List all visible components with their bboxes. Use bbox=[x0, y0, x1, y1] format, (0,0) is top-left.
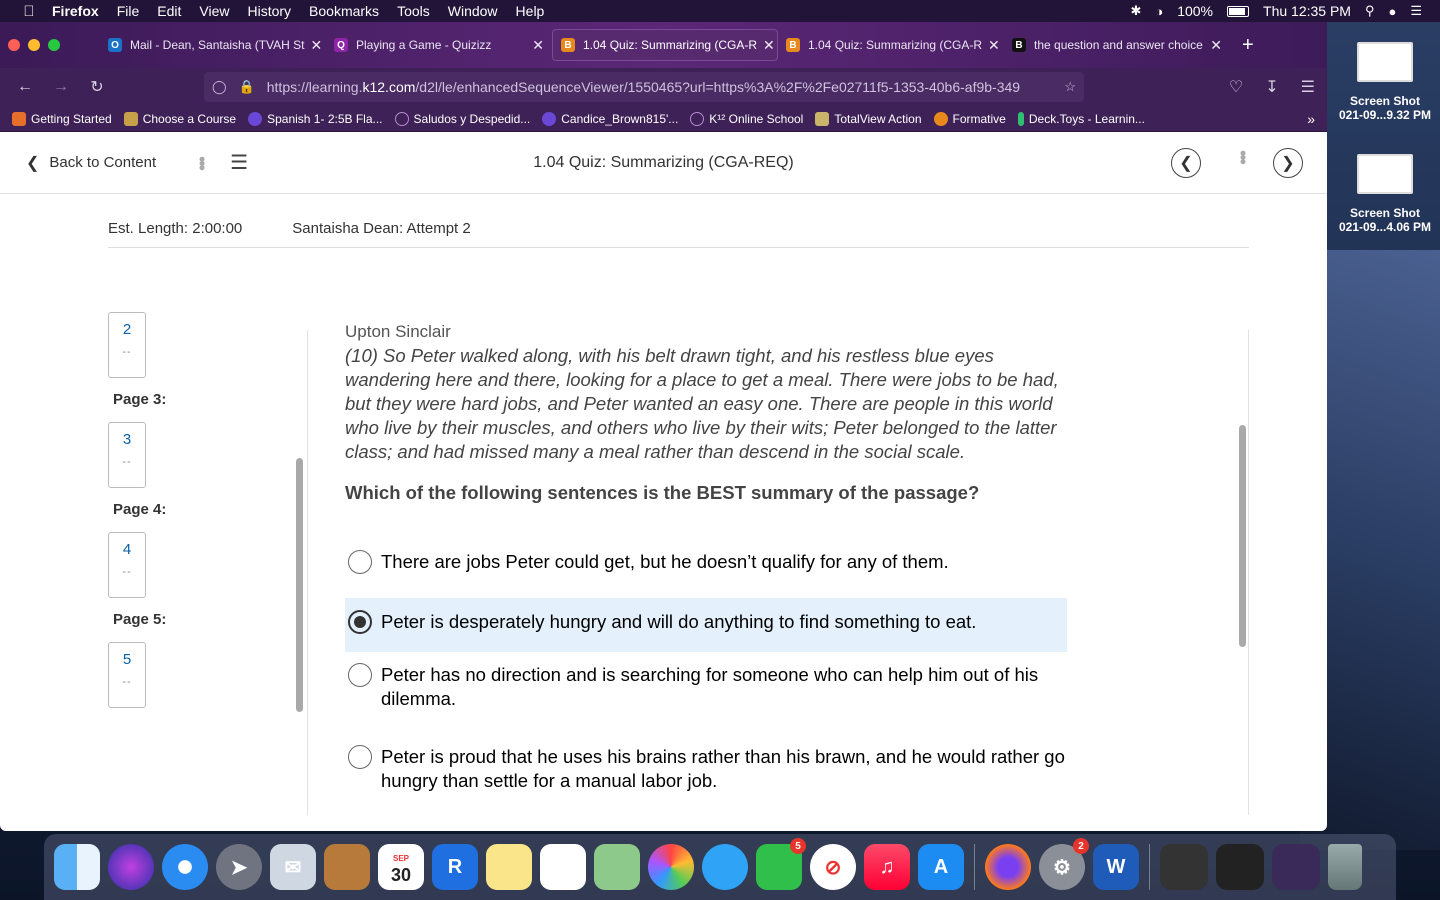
question-navigator bbox=[108, 321, 308, 712]
bookmark-decktoys[interactable]: Deck.Toys - Learnin... bbox=[1018, 112, 1145, 126]
app-menu-icon[interactable]: ☰ bbox=[1300, 79, 1315, 96]
formative-icon bbox=[934, 112, 948, 126]
tab-mail[interactable] bbox=[100, 29, 326, 61]
url-text: https://learning.k12.com/d2l/le/enhancedSequenceViewer/1550465?url=https%3A%2F%2Fe02711f5-1353-40b6-af9b-349 bbox=[266, 79, 1021, 95]
calendar-icon[interactable]: SEP 30 bbox=[378, 844, 424, 890]
minimize-window-button[interactable] bbox=[28, 39, 40, 51]
notification-badge: 2 bbox=[1073, 838, 1089, 854]
menu-bookmarks[interactable]: Bookmarks bbox=[309, 3, 380, 19]
battery-percent: 100% bbox=[1177, 3, 1214, 19]
chevron-left-icon: ❮ bbox=[26, 154, 40, 172]
window-controls bbox=[8, 39, 60, 51]
vertical-dots-divider: ••• bbox=[1233, 150, 1253, 163]
question-4-link[interactable]: 4 -- bbox=[108, 532, 146, 598]
chevron-more-icon[interactable]: » bbox=[1307, 110, 1315, 127]
forward-arrow-icon[interactable]: → bbox=[53, 78, 69, 95]
answer-option-2[interactable] bbox=[345, 598, 1067, 652]
screenshot-thumbnail bbox=[1357, 154, 1413, 194]
bookmark-formative[interactable]: Formative bbox=[934, 112, 1006, 126]
dock-separator bbox=[974, 844, 975, 890]
tab-brainly[interactable] bbox=[1004, 29, 1230, 61]
pocket-icon[interactable]: ♡ bbox=[1228, 79, 1244, 96]
screenshot-thumbnail bbox=[1357, 42, 1413, 82]
wifi-icon[interactable]: ◑ bbox=[1155, 3, 1164, 19]
answer-option-1[interactable] bbox=[345, 550, 1067, 578]
trash-icon[interactable] bbox=[1328, 844, 1362, 890]
menu-edit[interactable]: Edit bbox=[157, 3, 182, 19]
passage-text: (10) So Peter walked along, with his belt drawn tight, and his restless blue eyes wandering here and there, looking for a place to get a meal. There were jobs to be had, but they were hard jobs, and Peter wanted an easy one. There are people in this world who live by their muscles, and others who live by their wits; Peter belonged to the latter class; and had missed many a meal rather than descend in the social scale. bbox=[345, 345, 1059, 462]
answer-option-3[interactable] bbox=[345, 663, 1067, 711]
close-tab-icon[interactable]: ✕ bbox=[1210, 36, 1222, 53]
close-tab-icon[interactable]: ✕ bbox=[310, 36, 323, 53]
recent-screenshot-icon[interactable] bbox=[1160, 844, 1208, 890]
firefox-dock-icon[interactable] bbox=[985, 844, 1031, 890]
menu-file[interactable]: File bbox=[116, 3, 140, 19]
radio-button[interactable] bbox=[348, 745, 372, 769]
lock-icon[interactable]: 🔒 bbox=[238, 79, 255, 94]
url-bar[interactable] bbox=[204, 72, 1084, 102]
close-window-button[interactable] bbox=[8, 39, 20, 51]
estimated-length: Est. Length: 2:00:00 bbox=[108, 220, 243, 237]
reminders-icon[interactable] bbox=[540, 844, 586, 890]
downloads-icon[interactable]: ↧ bbox=[1265, 79, 1279, 96]
notification-badge: 5 bbox=[790, 838, 806, 854]
menu-clock[interactable]: Thu 12:35 PM bbox=[1263, 3, 1351, 19]
menu-history[interactable]: History bbox=[247, 3, 292, 19]
page-4-label: Page 4: bbox=[113, 501, 167, 518]
macos-dock bbox=[44, 834, 1396, 900]
vertical-dots-divider: ••• bbox=[192, 156, 213, 169]
notes-icon[interactable] bbox=[486, 844, 532, 890]
answer-label: Peter has no direction and is searching for someone who can help him out of his dilemma. bbox=[381, 664, 1039, 709]
content-header bbox=[0, 132, 1327, 194]
quizlet-icon bbox=[248, 112, 262, 126]
globe-icon bbox=[395, 112, 409, 126]
macos-menu-bar bbox=[0, 0, 1440, 22]
bookmark-totalview[interactable]: TotalView Action bbox=[815, 112, 921, 126]
menu-tools[interactable]: Tools bbox=[397, 3, 430, 19]
passage-author: Upton Sinclair bbox=[345, 322, 451, 341]
tab-label: 1.04 Quiz: Summarizing (CGA-R bbox=[808, 38, 983, 52]
tab-label: Mail - Dean, Santaisha (TVAH St bbox=[130, 38, 305, 52]
k12-icon: B bbox=[786, 38, 800, 52]
bookmark-k12-school[interactable]: K¹² Online School bbox=[690, 112, 803, 126]
app-store-icon[interactable]: A bbox=[918, 844, 964, 890]
navigation-toolbar bbox=[0, 68, 1327, 106]
messages-icon[interactable] bbox=[702, 844, 748, 890]
control-center-icon[interactable]: ☰ bbox=[1410, 3, 1422, 18]
facetime-icon[interactable] bbox=[756, 840, 802, 890]
quizizz-icon: Q bbox=[334, 38, 348, 52]
question-3-link[interactable]: 3 -- bbox=[108, 422, 146, 488]
news-icon[interactable]: ⊘ bbox=[810, 844, 856, 890]
bookmark-spanish[interactable]: Spanish 1- 2:5B Fla... bbox=[248, 112, 382, 126]
mail-icon[interactable]: ✉ bbox=[270, 844, 316, 890]
safari-icon[interactable] bbox=[162, 844, 208, 890]
answer-label: Peter is desperately hungry and will do anything to find something to eat. bbox=[381, 611, 977, 632]
quiz-meta bbox=[108, 210, 1249, 248]
contacts-icon[interactable] bbox=[324, 844, 370, 890]
desktop-screenshot-1[interactable]: Screen Shot 021-09...9.32 PM bbox=[1330, 42, 1440, 122]
firefox-icon bbox=[12, 112, 26, 126]
menu-window[interactable]: Window bbox=[447, 3, 498, 19]
question-5-link[interactable]: 5 -- bbox=[108, 642, 146, 708]
tab-bar bbox=[0, 22, 1327, 68]
siri-icon[interactable] bbox=[108, 844, 154, 890]
tab-label: 1.04 Quiz: Summarizing (CGA-R bbox=[583, 38, 758, 52]
recent-firefox-window-icon[interactable] bbox=[1272, 844, 1320, 890]
bookmark-saludos[interactable]: Saludos y Despedid... bbox=[395, 112, 531, 126]
page-5-label: Page 5: bbox=[113, 611, 167, 628]
tab-label: Playing a Game - Quizizz bbox=[356, 38, 492, 52]
scrollbar-thumb[interactable] bbox=[296, 458, 303, 712]
scrollbar-thumb[interactable] bbox=[1239, 425, 1246, 647]
bookmark-candice[interactable]: Candice_Brown815'... bbox=[542, 112, 678, 126]
menu-help[interactable]: Help bbox=[515, 3, 545, 19]
content-scrollbar[interactable] bbox=[1236, 330, 1248, 815]
totalview-icon bbox=[815, 112, 829, 126]
attempt-info: Santaisha Dean: Attempt 2 bbox=[292, 220, 471, 237]
bookmark-getting-started[interactable]: Getting Started bbox=[12, 112, 112, 126]
course-icon bbox=[124, 112, 138, 126]
photos-icon[interactable] bbox=[648, 844, 694, 890]
dock-separator bbox=[1149, 844, 1150, 890]
new-tab-icon[interactable]: + bbox=[1242, 33, 1254, 56]
tab-label: the question and answer choice bbox=[1034, 38, 1203, 52]
bookmark-choose-course[interactable]: Choose a Course bbox=[124, 112, 236, 126]
page-3-label: Page 3: bbox=[113, 391, 167, 408]
maps-icon[interactable] bbox=[594, 844, 640, 890]
bookmark-star-icon[interactable]: ☆ bbox=[1064, 79, 1076, 94]
launchpad-icon[interactable]: ➤ bbox=[216, 844, 262, 890]
question-panel bbox=[345, 322, 1070, 504]
menu-app-name[interactable]: Firefox bbox=[52, 3, 99, 19]
radio-button[interactable] bbox=[348, 550, 372, 574]
globe-icon bbox=[690, 112, 704, 126]
close-tab-icon[interactable]: ✕ bbox=[532, 36, 544, 53]
radio-button-selected[interactable] bbox=[348, 610, 372, 634]
bluetooth-icon[interactable]: ✱ bbox=[1130, 3, 1142, 18]
word-icon[interactable]: W bbox=[1093, 844, 1139, 890]
answer-label: There are jobs Peter could get, but he doesn’t qualify for any of them. bbox=[381, 551, 949, 572]
bookmarks-toolbar bbox=[0, 106, 1327, 132]
back-to-content-link[interactable] bbox=[26, 153, 156, 173]
back-link-label: Back to Content bbox=[49, 154, 157, 171]
system-preferences-icon[interactable]: ⚙ 2 bbox=[1039, 844, 1085, 890]
quizlet-icon bbox=[542, 112, 556, 126]
page-title: 1.04 Quiz: Summarizing (CGA-REQ) bbox=[533, 153, 794, 171]
apple-menu-icon[interactable] bbox=[20, 3, 38, 20]
previous-topic-button[interactable]: ❮ bbox=[1171, 148, 1201, 178]
decktoys-icon bbox=[1018, 112, 1024, 126]
brainly-icon: B bbox=[1012, 38, 1026, 52]
zoom-window-button[interactable] bbox=[48, 39, 60, 51]
back-arrow-icon[interactable]: ← bbox=[17, 78, 33, 95]
outlook-icon: O bbox=[108, 38, 122, 52]
siri-icon[interactable]: ● bbox=[1388, 3, 1397, 19]
tracking-shield-icon[interactable]: ◯ bbox=[212, 79, 227, 94]
tab-quiz-2[interactable] bbox=[778, 29, 1004, 61]
answer-label: Peter is proud that he uses his brains rather than his brawn, and he would rather go hungry than settle for a manual labor job. bbox=[381, 746, 1065, 791]
question-2-link[interactable]: 2 -- bbox=[108, 312, 146, 378]
spotlight-search-icon[interactable]: ⚲ bbox=[1364, 3, 1375, 18]
content-border bbox=[1248, 330, 1249, 815]
tab-quizizz[interactable] bbox=[326, 29, 552, 61]
k12-icon: B bbox=[561, 38, 575, 52]
answer-option-4[interactable] bbox=[345, 745, 1067, 793]
column-divider bbox=[307, 330, 308, 815]
next-topic-button[interactable]: ❯ bbox=[1273, 148, 1303, 178]
tab-quiz-active[interactable] bbox=[552, 29, 778, 61]
question-prompt: Which of the following sentences is the BEST summary of the passage? bbox=[345, 482, 980, 503]
close-tab-icon[interactable]: ✕ bbox=[988, 36, 1000, 53]
menu-view[interactable]: View bbox=[199, 3, 230, 19]
reload-icon[interactable]: ↻ bbox=[90, 79, 104, 96]
music-icon[interactable]: ♫ bbox=[864, 844, 910, 890]
table-of-contents-icon[interactable]: ☰ bbox=[230, 152, 249, 174]
navigator-scrollbar[interactable] bbox=[293, 330, 305, 712]
recent-window-icon[interactable] bbox=[1216, 844, 1264, 890]
radio-button[interactable] bbox=[348, 663, 372, 687]
finder-icon[interactable] bbox=[54, 844, 100, 890]
remote-desktop-icon[interactable]: R bbox=[432, 844, 478, 890]
desktop-screenshot-2[interactable]: Screen Shot 021-09...4.06 PM bbox=[1330, 154, 1440, 234]
battery-icon[interactable] bbox=[1227, 6, 1249, 17]
close-tab-icon[interactable]: ✕ bbox=[763, 36, 775, 53]
